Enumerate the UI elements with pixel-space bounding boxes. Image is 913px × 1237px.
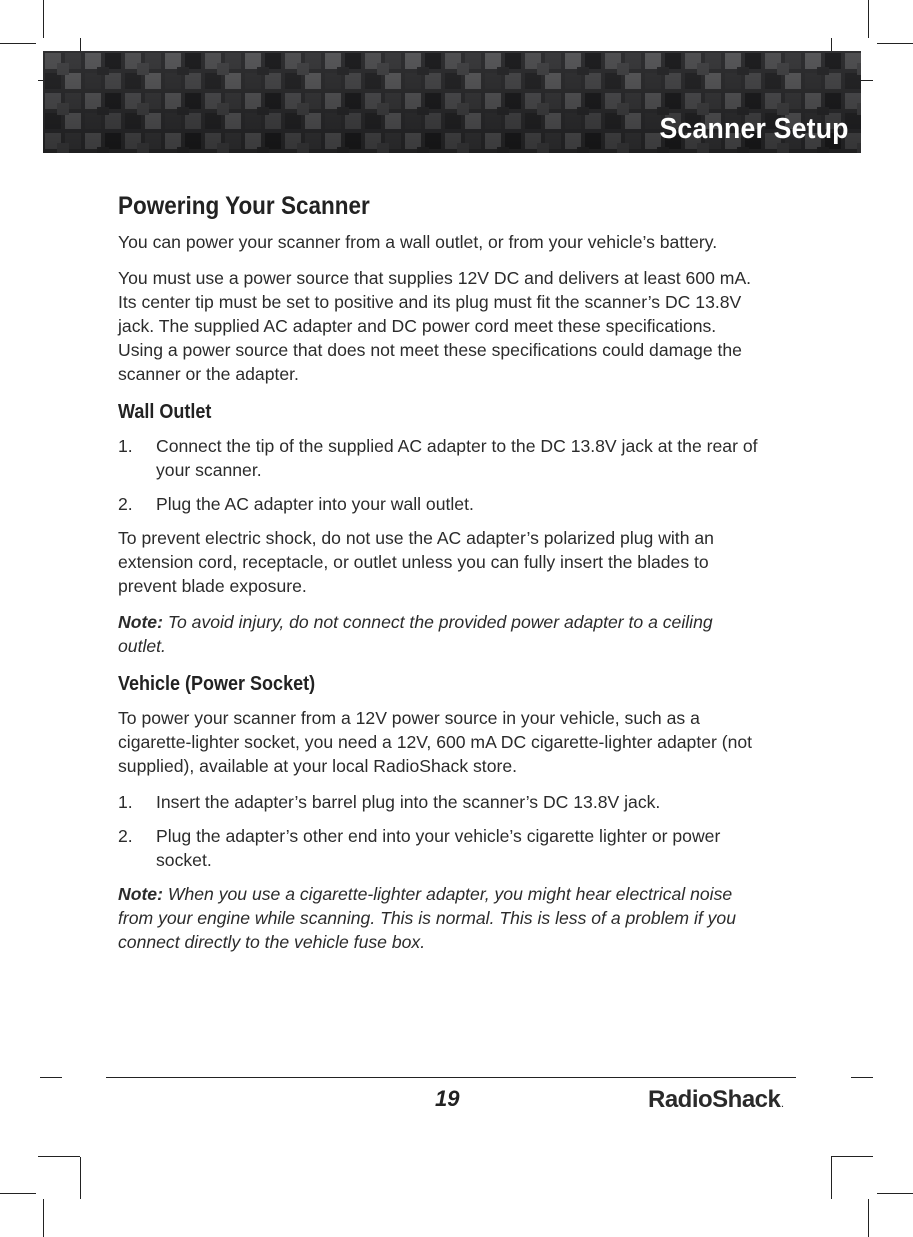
step-text: Plug the adapter’s other end into your vehicle’s cigarette lighter or power socket. (156, 826, 721, 870)
step-number: 2. (118, 826, 133, 846)
crop-mark (40, 1077, 62, 1078)
requirements-paragraph: You must use a power source that supplies 12V DC and delivers at least 600 mA. Its center tip must be set to positive and its plug must fit the scanner’s DC 13.8V jack. The supplied AC adapter and DC power cord meet these specifications. Using a power source that does not meet these specifications could damage the scanner or the adapter. (118, 268, 752, 384)
vehicle-intro: To power your scanner from a 12V power source in your vehicle, such as a cigarette-lighter socket, you need a 12V, 600 mA DC cigarette-lighter adapter (not supplied), available at your local RadioShack store. (118, 708, 753, 776)
brand-name: RadioShack (648, 1086, 781, 1113)
footer-divider (106, 1077, 796, 1078)
crop-mark (877, 43, 913, 44)
wall-outlet-heading: Wall Outlet (118, 401, 212, 423)
ceiling-outlet-note (118, 610, 758, 658)
crop-mark (38, 1156, 80, 1157)
intro-paragraph: You can power your scanner from a wall outlet, or from your vehicle’s battery. (118, 232, 718, 252)
crop-mark (80, 1157, 81, 1199)
page-content (118, 190, 758, 966)
step-text: Connect the tip of the supplied AC adapter to the DC 13.8V jack at the rear of your scanner. (156, 436, 758, 480)
crop-mark (851, 1077, 873, 1078)
crop-mark (0, 43, 36, 44)
brand-mark: . (781, 1100, 784, 1109)
crop-mark (877, 1193, 913, 1194)
shock-warning: To prevent electric shock, do not use the AC adapter’s polarized plug with an extension cord, receptacle, or outlet unless you can fully insert the blades to prevent blade exposure. (118, 528, 714, 596)
crop-mark (868, 0, 869, 38)
section-title: Scanner Setup (659, 113, 849, 145)
crop-mark (831, 1156, 873, 1157)
crop-mark (43, 1199, 44, 1237)
brand-logo (648, 1086, 783, 1114)
list-item (118, 434, 758, 482)
page-number: 19 (435, 1086, 460, 1111)
note-text: To avoid injury, do not connect the provided power adapter to a ceiling outlet. (118, 612, 713, 656)
list-item (118, 492, 758, 516)
vehicle-heading: Vehicle (Power Socket) (118, 673, 316, 695)
crop-mark (0, 1193, 36, 1194)
wall-outlet-steps (118, 434, 758, 516)
page-heading: Powering Your Scanner (118, 192, 370, 220)
vehicle-steps (118, 790, 758, 872)
step-number: 1. (118, 436, 133, 456)
crop-mark (831, 1157, 832, 1199)
crop-mark (43, 0, 44, 38)
noise-note (118, 882, 758, 954)
step-text: Plug the AC adapter into your wall outlet. (156, 494, 474, 514)
list-item (118, 824, 758, 872)
step-number: 1. (118, 792, 133, 812)
crop-mark (868, 1199, 869, 1237)
list-item (118, 790, 758, 814)
step-text: Insert the adapter’s barrel plug into the scanner’s DC 13.8V jack. (156, 792, 661, 812)
note-label: Note: (118, 884, 163, 904)
step-number: 2. (118, 494, 133, 514)
note-label: Note: (118, 612, 163, 632)
note-text: When you use a cigarette-lighter adapter, you might hear electrical noise from your engine while scanning. This is normal. This is less of a problem if you connect directly to the vehicle fuse box. (118, 884, 736, 952)
